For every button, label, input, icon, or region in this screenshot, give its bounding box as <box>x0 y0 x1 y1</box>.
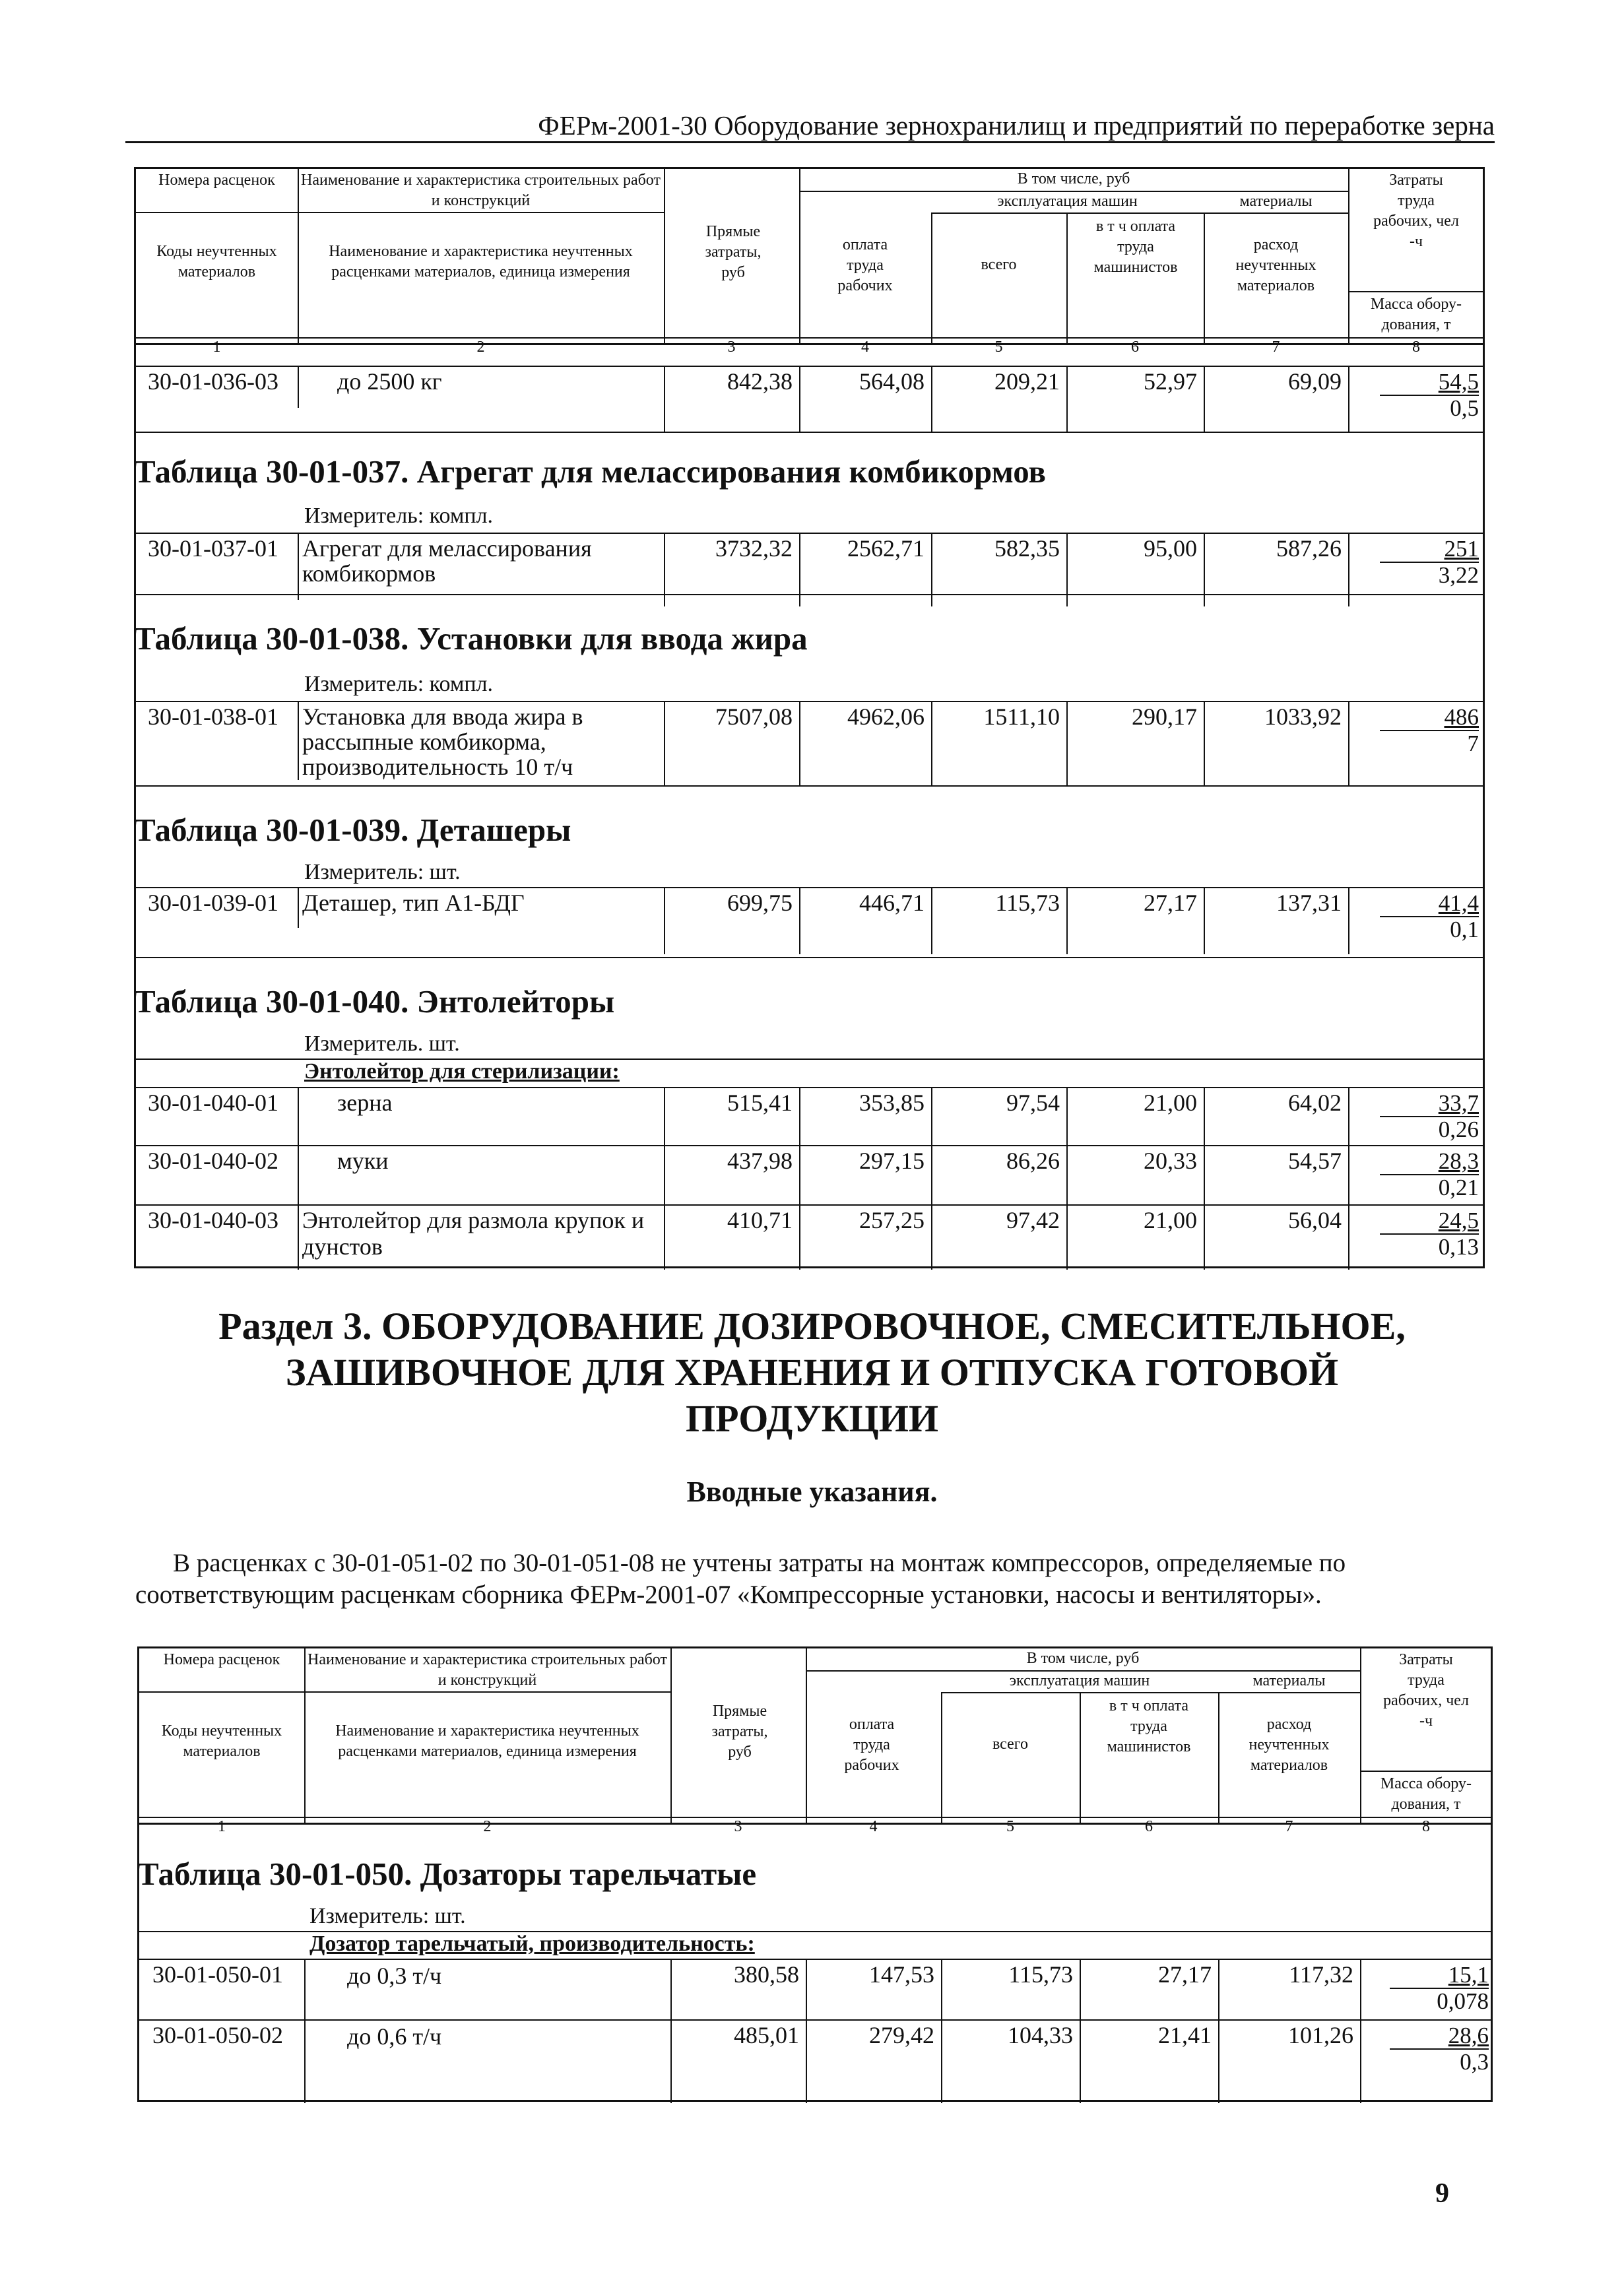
row-operators: 21,41 <box>1158 2022 1212 2048</box>
row-name: до 2500 кг <box>337 368 442 395</box>
hdr2-num-1: 1 <box>218 1818 226 1835</box>
meter-050: Измеритель: шт. <box>309 1904 466 1928</box>
row-machines: 582,35 <box>994 535 1060 562</box>
row-mass: 0,5 <box>1450 395 1479 421</box>
section-divider <box>136 432 1483 433</box>
row-hours: 54,5 <box>1380 370 1479 396</box>
row-name-1: зерна <box>337 1090 393 1116</box>
row-labor: 353,85 <box>859 1090 925 1116</box>
row-code: 30-01-038-01 <box>148 703 278 730</box>
hdr-col3: Прямые затраты, руб <box>705 223 762 281</box>
meter-039: Измеритель: шт. <box>304 860 461 884</box>
table-body-1 <box>134 344 1485 1268</box>
row-labor: 257,25 <box>859 1207 925 1233</box>
table-row <box>139 2019 1491 2103</box>
row-mass: 3,22 <box>1438 562 1479 588</box>
hdr2-num-3: 3 <box>734 1818 742 1835</box>
hdr2-col8-top: Затраты труда рабочих, чел -ч <box>1383 1651 1469 1730</box>
row-materials: 587,26 <box>1276 535 1342 562</box>
row-code: 30-01-050-01 <box>152 1961 283 1988</box>
row-machines: 86,26 <box>1006 1148 1060 1174</box>
table-row <box>136 1087 1483 1146</box>
hdr2-num-8: 8 <box>1422 1818 1430 1835</box>
row-direct: 842,38 <box>727 368 793 395</box>
hdr2-col1-top: Номера расценок <box>163 1651 280 1668</box>
hdr-operators: в т ч оплата труда машинистов <box>1093 218 1178 276</box>
row-machines: 115,73 <box>995 890 1060 916</box>
row-machines: 1511,10 <box>983 703 1060 730</box>
table-row <box>136 887 1483 954</box>
row-materials: 1033,92 <box>1264 703 1342 730</box>
row-hours-mass <box>1380 891 1479 942</box>
row-code: 30-01-036-03 <box>148 368 278 395</box>
row-materials: 56,04 <box>1288 1207 1342 1233</box>
hdr2-col2-bottom: Наименование и характеристика неучтенных расценками материалов, единица измерения <box>335 1722 639 1760</box>
row-mass: 0,13 <box>1438 1234 1479 1260</box>
hdr2-col2-top: Наименование и характеристика строительных работ и конструкций <box>308 1651 667 1689</box>
hdr-num-5: 5 <box>994 339 1003 356</box>
row-mass: 0,21 <box>1438 1175 1479 1200</box>
hdr2-num-7: 7 <box>1285 1818 1293 1835</box>
row-name-1: Деташер, тип А1-БДГ <box>302 890 525 916</box>
section-divider <box>136 957 1483 958</box>
section-divider <box>136 785 1483 787</box>
row-operators: 21,00 <box>1144 1207 1197 1233</box>
intro-heading: Вводные указания. <box>686 1476 938 1508</box>
row-machines: 104,33 <box>1008 2022 1073 2048</box>
hdr2-col8-bottom: Масса обору- дования, т <box>1380 1775 1472 1813</box>
hdr-total: всего <box>981 256 1017 273</box>
row-code: 30-01-039-01 <box>148 890 278 916</box>
intro-paragraph-line-2: соответствующим расценкам сборника ФЕРм-2001-07 «Компрессорные установки, насосы и вентиляторы». <box>135 1580 1322 1609</box>
hdr-machines: эксплуатация машин <box>997 193 1138 210</box>
hdr-unaccounted: расход неучтенных материалов <box>1235 236 1316 294</box>
row-labor: 279,42 <box>869 2022 934 2048</box>
row-name-1: муки <box>337 1148 389 1174</box>
row-machines: 209,21 <box>994 368 1060 395</box>
row-operators: 27,17 <box>1144 890 1197 916</box>
page-number: 9 <box>1435 2178 1449 2209</box>
row-materials: 54,57 <box>1288 1148 1342 1174</box>
section-divider <box>136 594 1483 595</box>
hdr2-num-6: 6 <box>1145 1818 1153 1835</box>
hdr2-incl: В том числе, руб <box>1026 1650 1140 1667</box>
row-hours: 24,5 <box>1380 1208 1479 1235</box>
page-header <box>125 111 1495 143</box>
row-labor: 147,53 <box>869 1961 934 1988</box>
row-code: 30-01-037-01 <box>148 535 278 562</box>
hdr-num-4: 4 <box>861 339 869 356</box>
row-operators: 95,00 <box>1144 535 1197 562</box>
table-title-040: Таблица 30-01-040. Энтолейторы <box>134 983 615 1020</box>
hdr-labor: оплата труда рабочих <box>837 236 893 294</box>
row-name-3: производительность 10 т/ч <box>302 754 573 780</box>
table-title-039: Таблица 30-01-039. Деташеры <box>134 812 571 848</box>
row-code: 30-01-040-02 <box>148 1148 278 1174</box>
row-materials: 101,26 <box>1288 2022 1353 2048</box>
table-title-037: Таблица 30-01-037. Агрегат для мелассирования комбикормов <box>134 453 1046 490</box>
section-title-line-1: Раздел 3. ОБОРУДОВАНИЕ ДОЗИРОВОЧНОЕ, СМЕСИТЕЛЬНОЕ, <box>218 1305 1406 1348</box>
hdr-col8-bottom: Масса обору- дования, т <box>1370 296 1462 333</box>
row-hours-mass <box>1380 370 1479 421</box>
hdr2-total: всего <box>992 1736 1029 1753</box>
hdr-num-6: 6 <box>1131 339 1139 356</box>
row-labor: 564,08 <box>859 368 925 395</box>
row-code: 30-01-040-03 <box>148 1207 278 1233</box>
hdr2-unaccounted: расход неучтенных материалов <box>1249 1716 1330 1774</box>
row-hours-mass <box>1390 1963 1489 2014</box>
row-code: 30-01-040-01 <box>148 1090 278 1116</box>
hdr-col8-top: Затраты труда рабочих, чел -ч <box>1373 172 1459 250</box>
row-hours-mass <box>1380 705 1479 756</box>
row-materials: 64,02 <box>1288 1090 1342 1116</box>
row-name-1: Энтолейтор для размола крупок и <box>302 1207 645 1233</box>
row-machines: 97,54 <box>1006 1090 1060 1116</box>
row-hours-mass <box>1380 1149 1479 1200</box>
table-header-1 <box>134 167 1485 356</box>
row-mass: 0,1 <box>1450 917 1479 942</box>
row-hours: 15,1 <box>1390 1963 1489 1989</box>
hdr2-num-4: 4 <box>869 1818 878 1835</box>
table-row <box>136 1145 1483 1206</box>
hdr2-operators: в т ч оплата труда машинистов <box>1107 1697 1191 1755</box>
row-operators: 52,97 <box>1144 368 1197 395</box>
row-mass: 0,078 <box>1437 1988 1489 2014</box>
hdr-col1-top: Номера расценок <box>158 172 275 189</box>
row-machines: 97,42 <box>1006 1207 1060 1233</box>
row-operators: 20,33 <box>1144 1148 1197 1174</box>
section-title-line-2: ЗАШИВОЧНОЕ ДЛЯ ХРАНЕНИЯ И ОТПУСКА ГОТОВОЙ <box>285 1351 1339 1394</box>
hdr2-col3: Прямые затраты, руб <box>711 1703 768 1761</box>
intro-paragraph-line-1: В расценках с 30-01-051-02 по 30-01-051-08 не учтены затраты на монтаж компрессоров, определяемые по <box>173 1549 1346 1577</box>
hdr-col2-top: Наименование и характеристика строительных работ и конструкций <box>301 172 661 209</box>
table-row <box>136 533 1483 606</box>
row-direct: 699,75 <box>727 890 793 916</box>
row-name-1: до 0,3 т/ч <box>347 1963 442 1989</box>
hdr2-materials: материалы <box>1252 1672 1326 1689</box>
row-labor: 2562,71 <box>847 535 925 562</box>
hdr-col2-bottom: Наименование и характеристика неучтенных расценками материалов, единица измерения <box>329 243 633 280</box>
hdr2-machines: эксплуатация машин <box>1009 1672 1150 1689</box>
row-hours: 28,3 <box>1380 1149 1479 1175</box>
hdr2-labor: оплата труда рабочих <box>844 1716 899 1774</box>
hdr2-num-5: 5 <box>1006 1818 1014 1835</box>
row-mass: 0,3 <box>1460 2049 1489 2075</box>
row-hours-mass <box>1380 537 1479 588</box>
row-hours: 33,7 <box>1380 1091 1479 1117</box>
row-direct: 7507,08 <box>715 703 793 730</box>
row-hours-mass <box>1380 1208 1479 1260</box>
row-hours: 251 <box>1380 537 1479 563</box>
meter-038: Измеритель: компл. <box>304 672 493 696</box>
hdr-num-3: 3 <box>727 339 736 356</box>
table-row <box>136 701 1483 787</box>
row-operators: 27,17 <box>1158 1961 1212 1988</box>
hdr2-col1-bottom: Коды неучтенных материалов <box>161 1722 282 1760</box>
row-materials: 69,09 <box>1288 368 1342 395</box>
row-machines: 115,73 <box>1008 1961 1073 1988</box>
row-materials: 137,31 <box>1276 890 1342 916</box>
row-operators: 21,00 <box>1144 1090 1197 1116</box>
row-hours: 41,4 <box>1380 891 1479 917</box>
table-title-050: Таблица 30-01-050. Дозаторы тарельчатые <box>137 1856 757 1892</box>
row-direct: 437,98 <box>727 1148 793 1174</box>
row-hours-mass <box>1390 2023 1489 2075</box>
row-labor: 446,71 <box>859 890 925 916</box>
row-direct: 380,58 <box>734 1961 799 1988</box>
table-body-2 <box>137 1824 1493 2102</box>
row-hours: 28,6 <box>1390 2023 1489 2050</box>
row-name-2: дунстов <box>302 1233 383 1260</box>
group-label-040: Энтолейтор для стерилизации: <box>304 1059 620 1084</box>
row-mass: 7 <box>1467 731 1479 756</box>
group-label-050: Дозатор тарельчатый, производительность: <box>309 1932 755 1956</box>
hdr-num-1: 1 <box>212 339 221 356</box>
table-title-038: Таблица 30-01-038. Установки для ввода жира <box>134 620 808 657</box>
meter-040: Измеритель. шт. <box>304 1031 460 1056</box>
section-title-line-3: ПРОДУКЦИИ <box>685 1397 938 1440</box>
row-hours: 486 <box>1380 705 1479 731</box>
table-row <box>136 366 1483 433</box>
row-direct: 410,71 <box>727 1207 793 1233</box>
row-name-1: до 0,6 т/ч <box>347 2023 442 2050</box>
row-name-2: комбикормов <box>302 560 436 587</box>
hdr-incl: В том числе, руб <box>1017 170 1130 187</box>
row-labor: 4962,06 <box>847 703 925 730</box>
row-labor: 297,15 <box>859 1148 925 1174</box>
table-header-2 <box>137 1646 1493 1835</box>
hdr-num-7: 7 <box>1272 339 1280 356</box>
row-direct: 3732,32 <box>715 535 793 562</box>
row-name-1: Агрегат для мелассирования <box>302 535 592 562</box>
hdr2-num-2: 2 <box>483 1818 492 1835</box>
page-header-text: ФЕРм-2001-30 Оборудование зернохранилищ и предприятий по переработке зерна <box>538 110 1495 141</box>
table-row <box>136 1204 1483 1270</box>
row-operators: 290,17 <box>1132 703 1197 730</box>
hdr-materials: материалы <box>1239 193 1313 210</box>
row-code: 30-01-050-02 <box>152 2022 283 2048</box>
row-name-1: Установка для ввода жира в <box>302 703 583 730</box>
row-name-2: рассыпные комбикорма, <box>302 729 546 755</box>
meter-037: Измеритель: компл. <box>304 504 493 528</box>
hdr-num-8: 8 <box>1412 339 1420 356</box>
row-mass: 0,26 <box>1438 1117 1479 1142</box>
table-row <box>139 1959 1491 2021</box>
row-materials: 117,32 <box>1289 1961 1353 1988</box>
row-direct: 515,41 <box>727 1090 793 1116</box>
hdr-num-2: 2 <box>476 339 485 356</box>
row-direct: 485,01 <box>734 2022 799 2048</box>
row-hours-mass <box>1380 1091 1479 1142</box>
hdr-col1-bottom: Коды неучтенных материалов <box>156 243 277 280</box>
